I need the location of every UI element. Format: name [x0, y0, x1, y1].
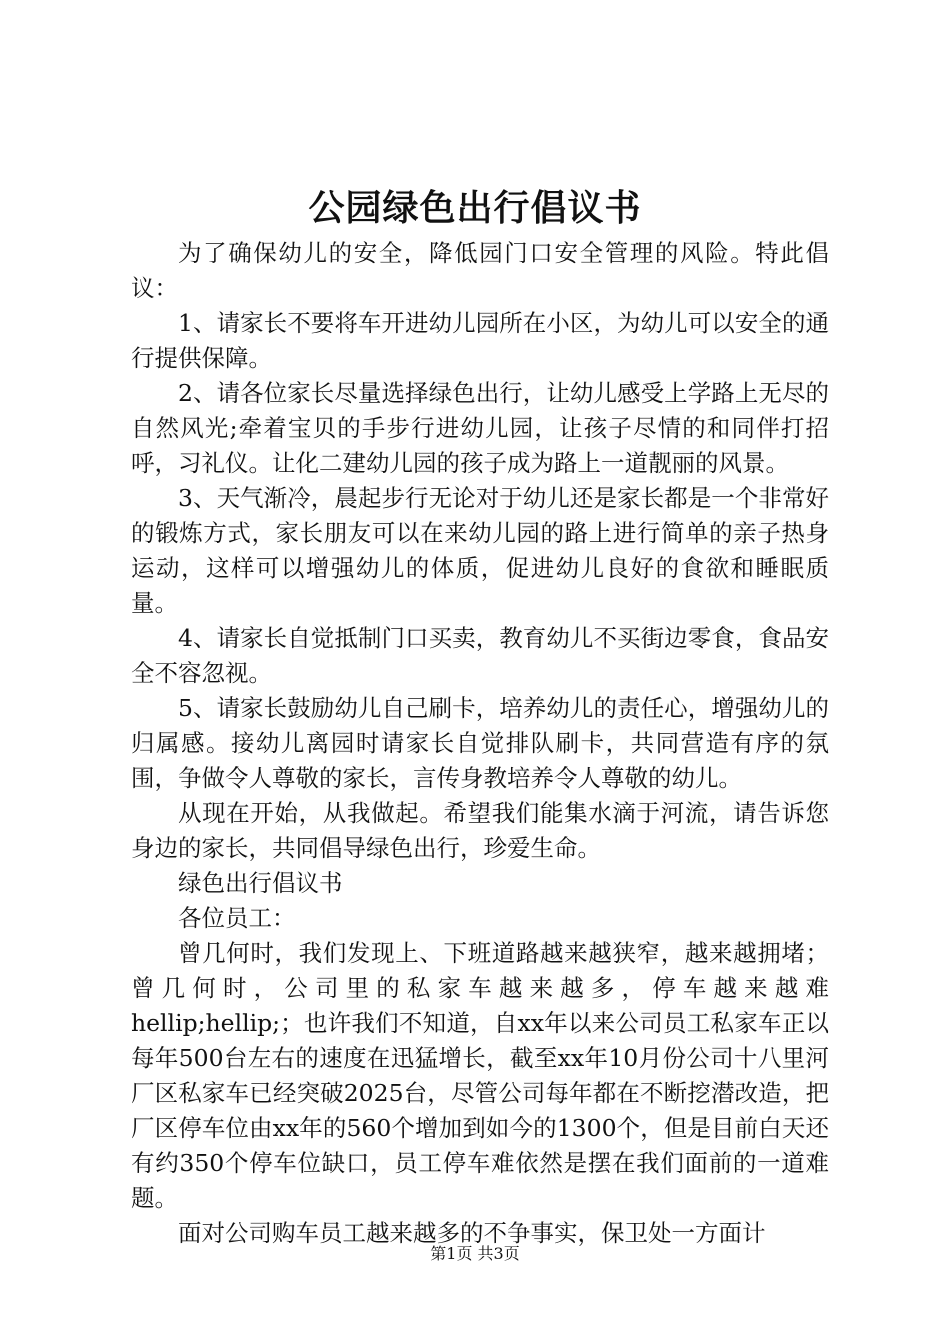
paragraph-item-5: 5、请家长鼓励幼儿自己刷卡，培养幼儿的责任心，增强幼儿的归属感。接幼儿离园时请家长自觉排队刷卡，共同营造有序的氛围，争做令人尊敬的家长，言传身教培养令人尊敬的幼儿。	[131, 694, 829, 792]
salutation: 各位员工：	[178, 904, 296, 932]
document-body	[131, 236, 829, 1251]
paragraph-staff-1: 曾几何时，我们发现上、下班道路越来越狭窄，越来越拥堵；曾几何时，公司里的私家车越来越多，停车越来越难hellip;hellip;；也许我们不知道，自xx年以来公司员工私家车正以每年500台左右的速度在迅猛增长，截至xx年10月份公司十八里河厂区私家车已经突破2025台，尽管公司每年都在不断挖潜改造，把厂区停车位由xx年的560个增加到如今的1300个，但是目前白天还有约350个停车位缺口，员工停车难依然是摆在我们面前的一道难题。	[131, 939, 829, 1212]
page-footer: 第1页 共3页	[430, 1244, 520, 1263]
paragraph-item-1: 1、请家长不要将车开进幼儿园所在小区，为幼儿可以安全的通行提供保障。	[131, 309, 829, 372]
paragraph-item-2: 2、请各位家长尽量选择绿色出行，让幼儿感受上学路上无尽的自然风光;牵着宝贝的手步行进幼儿园，让孩子尽情的和同伴打招呼，习礼仪。让化二建幼儿园的孩子成为路上一道靓丽的风景。	[131, 379, 829, 477]
paragraph-staff-2: 面对公司购车员工越来越多的不争事实，保卫处一方面计	[178, 1219, 766, 1247]
document-title: 公园绿色出行倡议书	[308, 187, 642, 229]
section-heading: 绿色出行倡议书	[178, 869, 343, 897]
paragraph-item-4: 4、请家长自觉抵制门口买卖，教育幼儿不买街边零食，食品安全不容忽视。	[131, 624, 829, 687]
paragraph-closing: 从现在开始，从我做起。希望我们能集水滴于河流，请告诉您身边的家长，共同倡导绿色出行，珍爱生命。	[131, 799, 829, 862]
paragraph-intro: 为了确保幼儿的安全，降低园门口安全管理的风险。特此倡议：	[131, 239, 829, 302]
paragraph-item-3: 3、天气渐冷，晨起步行无论对于幼儿还是家长都是一个非常好的锻炼方式，家长朋友可以在来幼儿园的路上进行简单的亲子热身运动，这样可以增强幼儿的体质，促进幼儿良好的食欲和睡眠质量。	[131, 484, 829, 617]
